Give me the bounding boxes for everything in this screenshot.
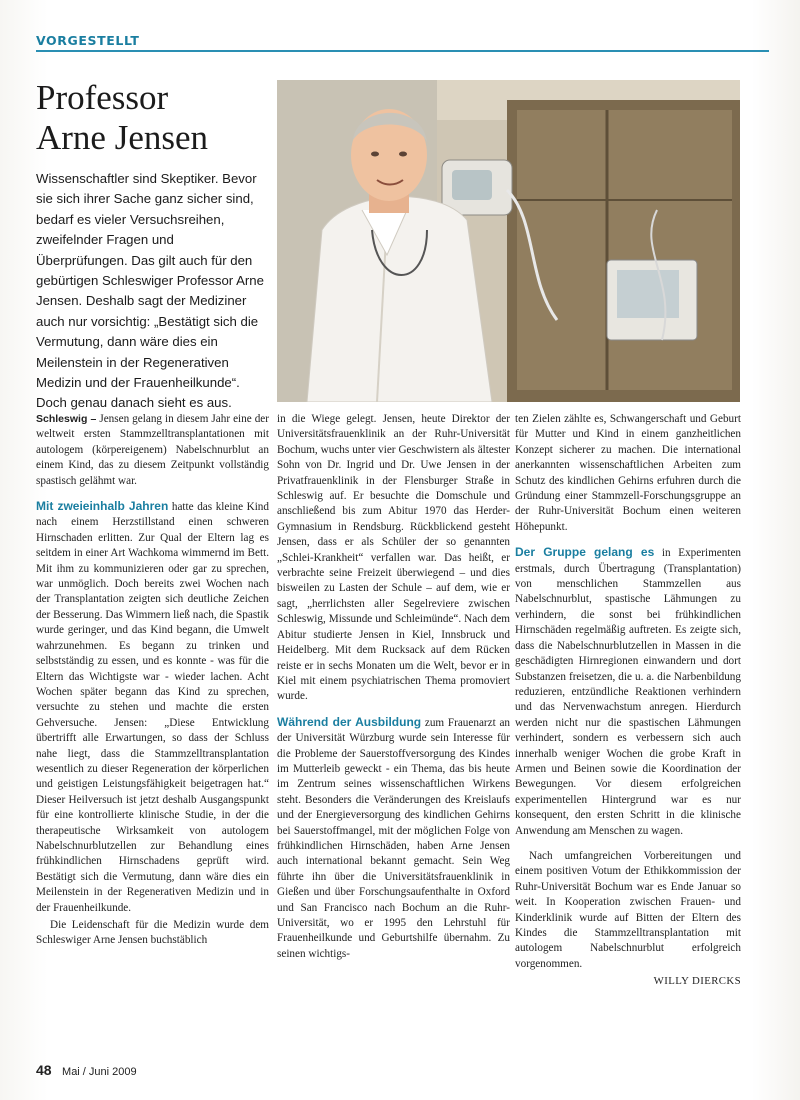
text-column-3 (515, 412, 741, 990)
paragraph-text: hatte das kleine Kind nach einem Herzstillstand einen schweren Hirnschaden erlitten. Zur Qual der Eltern lag es seitdem in einer Art Wachkoma wimmernd im Bett. Mit ihm zu kommunizieren oder gar zu sprechen, war unmöglich. Doch bereits zwei Wochen nach der Transplantation zeigten sich deutliche Zeichen der Besserung. Das Wimmern ließ nach, die Spastik wurde geringer, und das Kind begann, die Umwelt wahrzunehmen. Es begann zu trinken und selbstständig zu essen, und es konnte - was für die Eltern das Wichtigste war - wieder lachen. Acht Wochen später begann das Kind zu sprechen, versuchte zu stehen und machte die ersten Gehversuche. Jensen: „Diese Entwicklung übertrifft alle Erwartungen, so dass der Schluss nahe liegt, dass die Stammzelltransplantation wesentlich zu dieser Regeneration der körperlichen und geistigen Leistungsfähigkeit beigetragen hat.“ Dieser Heilversuch ist jetzt deshalb Ausgangspunkt für eine kontrollierte klinische Studie, in der die therapeutische Wirksamkeit von autologem Nabelschnurblutzellen zur Behandlung eines frühkindlichen Hirnschadens geprüft wird. Bestätigt sich die Vermutung, dann wäre dies ein Meilenstein in der Regenerativen Medizin und in der Frauenheilkunde. (36, 501, 269, 914)
subheading: Während der Ausbildung (277, 714, 422, 729)
section-rule (36, 50, 769, 52)
article-title: Professor Arne Jensen (36, 78, 209, 157)
paragraph: in die Wiege gelegt. Jensen, heute Direktor der Universitätsfrauenklinik an der Ruhr-Universität Bochum, wuchs unter vier Geschwistern als ältester Sohn von Dr. Ingrid und Dr. Uwe Jensen in der Privatfrauenklinik in der Flensburger Straße in Schleswig auf. Er besuchte die Domschule und anschließend bis zum Abitur 1970 das Herder-Gymnasium in Rendsburg. Rückblickend gesteht Jensen, dass er als Schüler der so genannten „Schlei-Krankheit“ verfallen war. Das heißt, er verbrachte seine Freizeit überwiegend – und dies bisweilen zu Lasten der Schule – auf dem, wie er sagt, „herrlichsten aller Segelreviere zwischen Schleswig, Missunde und Schleimünde“. Nach dem Abitur studierte Jensen in Kiel, Innsbruck und Heidelberg. Mit dem Rucksack auf dem Rücken reiste er in sechs Monaten um die Welt, bevor er in Kiel mit einem psychiatrischen Thema promoviert wurde. (277, 413, 510, 703)
intro-text: Jensen gelang in diesem Jahr eine der weltweit ersten Stammzelltransplantationen mit autologem (körpereigenem) Nabelschnurblut an einem Kind, das zu diesem Zeitpunkt vollständig spastisch gelähmt war. (36, 413, 269, 487)
paragraph: ten Zielen zählte es, Schwangerschaft und Geburt für Mutter und Kind in einem ganzheitlichen Konzept sicherer zu machen. Die international anerkannten wissenschaftlichen Arbeiten zum Schutz des kindlichen Gehirns erfuhren durch die Gründung einer Stammzell-Forschungsgruppe an der Ruhr-Universität Bochum einen weiteren Höhepunkt. (515, 413, 741, 533)
page-number: 48 (36, 1062, 52, 1078)
article-lede: Wissenschaftler sind Skeptiker. Bevor sie sich ihrer Sache ganz sicher sind, bedarf es vieler Versuchsreihen, zweifelnder Fragen und Überprüfungen. Das gilt auch für den gebürtigen Schleswiger Professor Arne Jensen. Deshalb sagt der Mediziner auch nur vorsichtig: „Bestätigt sich die Vermutung, dann wäre dies ein Meilenstein in der Regenerativen Medizin und der Frauenheilkunde“. Doch genau danach sieht es aus. (36, 171, 264, 411)
page-footer (36, 1062, 137, 1080)
paragraph (515, 545, 741, 839)
paragraph: Nach umfangreichen Vorbereitungen und einem positiven Votum der Ethikkommission der Ruhr-Universität Bochum war es Ende Januar so weit. In Kooperation zwischen Frauen- und Kinderklinik wurde auf Bitten der Eltern des Kindes die Stammzelltransplantation mit autologem Nabelschnurblut erfolgreich vorgenommen. (515, 849, 741, 970)
subheading: Mit zweieinhalb Jahren (36, 499, 169, 514)
dateline: Schleswig – (36, 413, 97, 425)
text-column-1 (36, 412, 269, 949)
text-column-2 (277, 412, 510, 962)
paragraph (36, 499, 269, 916)
subheading: Der Gruppe gelang es (515, 545, 655, 560)
issue-date: Mai / Juni 2009 (62, 1066, 137, 1078)
paragraph-text: in Experimenten erstmals, durch Übertragung (Transplantation) von menschlichen Stammzellen aus Nabelschnurblut, spastische Lähmungen zu verhindern, die sonst bei frühkindlichen Hirnschäden regelmäßig auftreten. Es zeigte sich, dass die Nabelschnurblutzellen in Massen in die geschädigten Hirnregionen einwandern und dort Substanzen freisetzen, die u. a. die Narbenbildung reduzieren, entzündliche Reaktionen verhindern und das Nervenwachstum anregen. Hierdurch werden nicht nur die spastischen Lähmungen verhindert, sondern es verbessern sich auch innerhalb weniger Wochen die grobe Kraft in Armen und Beinen sowie die Koordination der Bewegungen. Vor diesem erfolgreichen experimentellen Hintergrund war es nur konsequent, den ersten Schritt in die klinische Anwendung am Menschen zu wagen. (515, 547, 742, 837)
portrait-photo (277, 80, 740, 402)
paragraph (277, 715, 510, 963)
intro-paragraph (36, 412, 269, 489)
paragraph: Die Leidenschaft für die Medizin wurde dem Schleswiger Arne Jensen buchstäblich (36, 919, 269, 947)
paragraph-text: zum Frauenarzt an der Universität Würzburg wurde sein Interesse für die Probleme der Sauerstoffversorgung des Kindes im Mutterleib geweckt - ein Thema, das bis heute im Zentrum seines wissenschaftlichen Wirkens steht. Besonders die Veränderungen des Kreislaufs und der Energieversorgung des kindlichen Gehirns bei Sauerstoffmangel, mit der möglichen Folge von frühkindlichen Hirnschäden, haben Arne Jensen auch international bekannt gemacht. Sein Weg führte ihn über die Universitätsfrauenklinik in Gießen und über Forschungsaufenthalte in Oxford und San Francisco nach Bochum an die Ruhr-Universität, wo er 1995 den Lehrstuhl für Frauenheilkunde und Geburtshilfe übernahm. Zu seinen wichtigs- (277, 716, 511, 960)
author-byline: WILLY DIERCKS (653, 975, 741, 988)
section-label: VORGESTELLT (36, 33, 140, 48)
